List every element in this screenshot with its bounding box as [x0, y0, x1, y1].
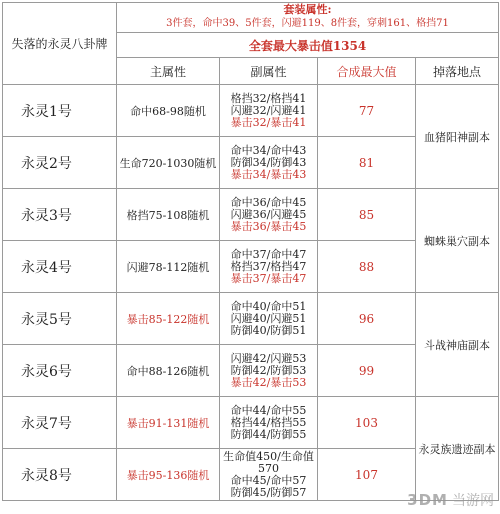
- sub-attribute-line: 闪避40/闪避51: [230, 311, 307, 325]
- set-bonus-row: [3, 3, 499, 33]
- drop-location: 永灵族遗迹副本: [416, 397, 499, 501]
- sub-attribute-line: 命中37/命中47: [230, 247, 307, 261]
- table-row: [3, 85, 499, 137]
- sub-attribute-line: 命中36/命中45: [230, 195, 307, 209]
- sub-attribute-line: 闪避36/闪避45: [230, 207, 307, 221]
- max-value: 77: [318, 85, 416, 137]
- sub-attribute-line: 生命值450/生命值: [223, 449, 314, 463]
- sub-attributes: [220, 449, 318, 501]
- sub-attribute-line: 防御44/防御55: [230, 427, 307, 441]
- main-attribute: 暴击95-136随机: [117, 449, 220, 501]
- max-value: 96: [318, 293, 416, 345]
- set-bonus-cell: [117, 3, 499, 33]
- main-attribute: 闪避78-112随机: [117, 241, 220, 293]
- sub-attribute-line: 命中44/命中55: [230, 403, 307, 417]
- item-name: 永灵7号: [3, 397, 117, 449]
- table-row: [3, 293, 499, 345]
- sub-attribute-line: 570: [258, 461, 279, 475]
- max-value: 103: [318, 397, 416, 449]
- sub-attribute-line: 命中40/命中51: [230, 299, 307, 313]
- item-name: 永灵8号: [3, 449, 117, 501]
- sub-attribute-line: 命中34/命中43: [230, 143, 307, 157]
- max-value: 81: [318, 137, 416, 189]
- header-max: 合成最大值: [318, 58, 416, 85]
- watermark-text: 当游网: [452, 493, 494, 509]
- sub-attributes: [220, 241, 318, 293]
- sub-attribute-line: 暴击32/暴击41: [230, 115, 307, 129]
- page: [0, 2, 500, 514]
- max-crit: 全套最大暴击值1354: [117, 33, 499, 58]
- sub-attribute-line: 暴击36/暴击45: [230, 219, 307, 233]
- max-value: 99: [318, 345, 416, 397]
- item-name: 永灵3号: [3, 189, 117, 241]
- sub-attribute-line: 暴击37/暴击47: [230, 271, 307, 285]
- sub-attribute-line: 格挡37/格挡47: [230, 259, 307, 273]
- max-value: 85: [318, 189, 416, 241]
- sub-attribute-line: 防御34/防御43: [230, 155, 307, 169]
- item-name: 永灵1号: [3, 85, 117, 137]
- sub-attributes: [220, 85, 318, 137]
- item-name: 永灵5号: [3, 293, 117, 345]
- table-row: [3, 189, 499, 241]
- set-bonus-title: 套装属性:: [283, 3, 332, 16]
- sub-attribute-line: 格挡32/格挡41: [230, 91, 307, 105]
- sub-attributes: [220, 293, 318, 345]
- main-attribute: 暴击85-122随机: [117, 293, 220, 345]
- header-sub: 副属性: [220, 58, 318, 85]
- max-value: 107: [318, 449, 416, 501]
- sub-attribute-line: 命中45/命中57: [230, 473, 307, 487]
- sub-attribute-line: 防御40/防御51: [230, 323, 307, 337]
- sub-attribute-line: 闪避32/闪避41: [230, 103, 307, 117]
- main-attribute: 格挡75-108随机: [117, 189, 220, 241]
- max-value: 88: [318, 241, 416, 293]
- sub-attributes: [220, 397, 318, 449]
- main-attribute: 命中68-98随机: [117, 85, 220, 137]
- main-attribute: 命中88-126随机: [117, 345, 220, 397]
- drop-location: 蜘蛛巢穴副本: [416, 189, 499, 293]
- watermark: [407, 490, 494, 510]
- equipment-table: [2, 2, 499, 501]
- item-name: 永灵6号: [3, 345, 117, 397]
- watermark-logo: 3DM: [407, 491, 448, 509]
- drop-location: 斗战神庙副本: [416, 293, 499, 397]
- sub-attribute-line: 暴击34/暴击43: [230, 167, 307, 181]
- header-drop: 掉落地点: [416, 58, 499, 85]
- item-name: 永灵2号: [3, 137, 117, 189]
- main-attribute: 生命720-1030随机: [117, 137, 220, 189]
- table-row: [3, 397, 499, 449]
- item-name: 永灵4号: [3, 241, 117, 293]
- drop-location: 血猪阳神副本: [416, 85, 499, 189]
- sub-attribute-line: 闪避42/闪避53: [230, 351, 307, 365]
- set-bonus-detail: 3件套，命中39、5件套，闪避119、8件套，穿刺161、格挡71: [166, 18, 449, 29]
- header-main: 主属性: [117, 58, 220, 85]
- sub-attribute-line: 防御45/防御57: [230, 485, 307, 499]
- sub-attributes: [220, 345, 318, 397]
- sub-attribute-line: 格挡44/格挡55: [230, 415, 307, 429]
- sub-attributes: [220, 189, 318, 241]
- sub-attribute-line: 防御42/防御53: [230, 363, 307, 377]
- set-name: 失落的永灵八卦牌: [3, 3, 117, 85]
- sub-attribute-line: 暴击42/暴击53: [230, 375, 307, 389]
- main-attribute: 暴击91-131随机: [117, 397, 220, 449]
- sub-attributes: [220, 137, 318, 189]
